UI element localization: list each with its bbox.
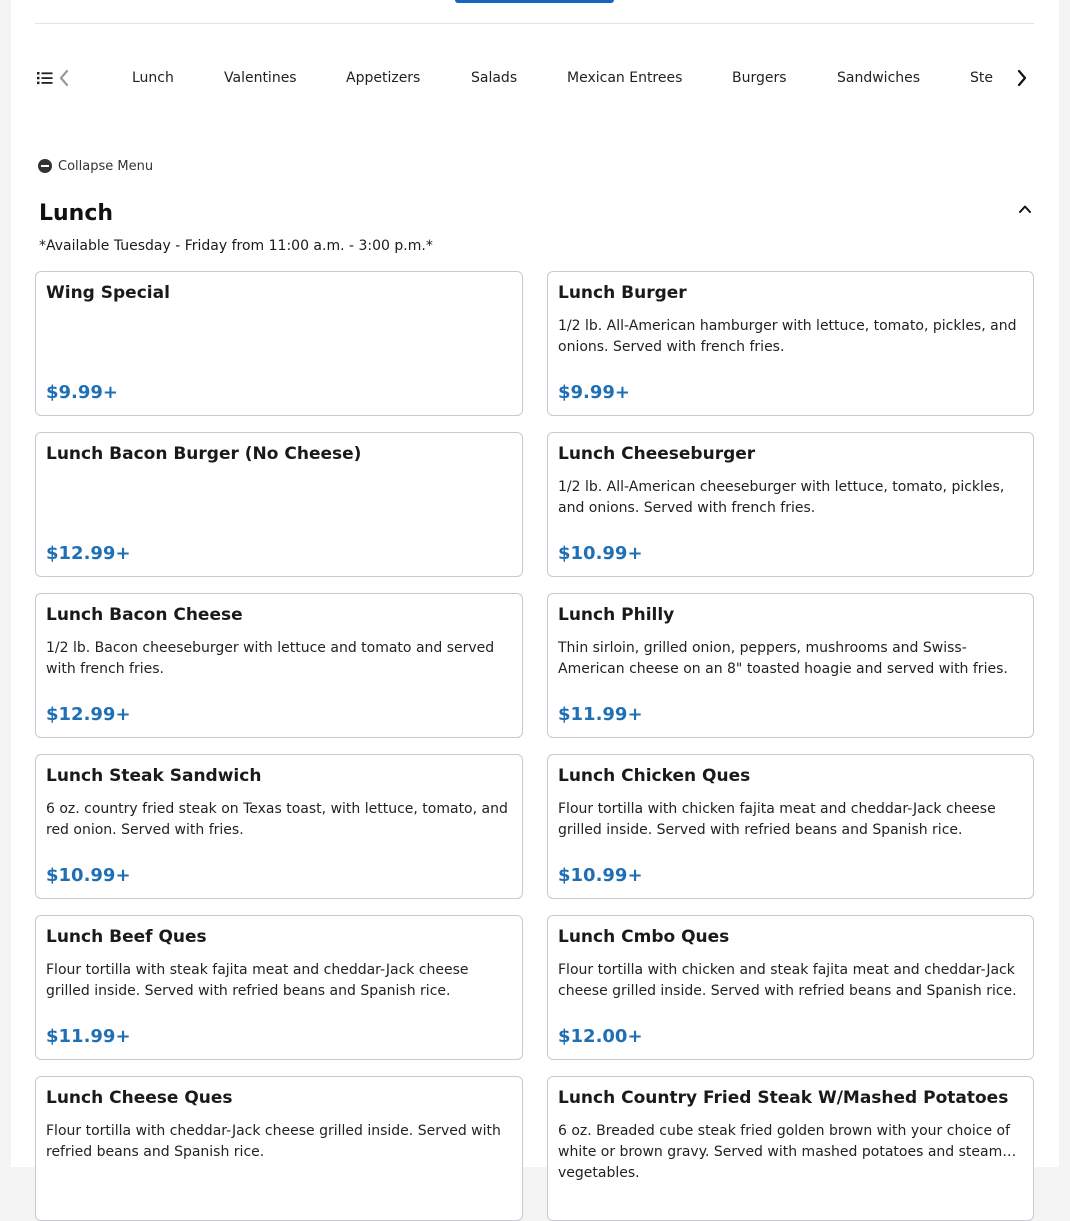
category-track: [95, 58, 1005, 98]
collapse-menu-button[interactable]: [38, 157, 153, 175]
item-name: Lunch Bacon Cheese: [46, 605, 243, 625]
item-description: Flour tortilla with chicken fajita meat and cheddar-Jack cheese grilled inside. Served with refried beans and Spanish rice.: [558, 801, 996, 838]
menu-item-card[interactable]: [547, 432, 1034, 577]
item-name: Lunch Bacon Burger (No Cheese): [46, 444, 362, 464]
minus-circle-icon: [38, 159, 52, 173]
chevron-right-icon[interactable]: [1015, 68, 1029, 88]
chevron-up-icon[interactable]: [1017, 201, 1033, 217]
item-description: Thin sirloin, grilled onion, peppers, mushrooms and Swiss-American cheese on an 8" toasted hoagie and served with fries.: [558, 640, 1008, 677]
item-description: Flour tortilla with cheddar-Jack cheese grilled inside. Served with refried beans and Spanish rice.: [46, 1123, 501, 1160]
category-tab[interactable]: Valentines: [224, 70, 297, 86]
menu-item-card[interactable]: [35, 1076, 523, 1221]
item-description: 1/2 lb. All-American cheeseburger with lettuce, tomato, pickles, and onions. Served with french fries.: [558, 479, 1005, 516]
item-description: 6 oz. Breaded cube steak fried golden brown with your choice of white or brown gravy. Served with mashed potatoes and steamed vegetables.: [558, 1123, 1020, 1181]
item-name: Lunch Beef Ques: [46, 927, 207, 947]
item-name: Lunch Burger: [558, 283, 687, 303]
chevron-left-icon[interactable]: [57, 68, 71, 88]
item-description: 1/2 lb. Bacon cheeseburger with lettuce and tomato and served with french fries.: [46, 640, 495, 677]
menu-item-card[interactable]: [35, 432, 523, 577]
category-tab[interactable]: Lunch: [132, 70, 174, 86]
item-name: Lunch Philly: [558, 605, 675, 625]
menu-item-card[interactable]: [547, 915, 1034, 1060]
item-price: $10.99+: [558, 543, 643, 564]
category-tab[interactable]: Mexican Entrees: [567, 70, 683, 86]
menu-page: [11, 0, 1059, 1181]
item-name: Lunch Country Fried Steak W/Mashed Potatoes: [558, 1088, 1009, 1108]
item-description: 6 oz. country fried steak on Texas toast, with lettuce, tomato, and red onion. Served with fries.: [46, 801, 508, 838]
top-action-button[interactable]: [455, 0, 614, 3]
item-price: $9.99+: [558, 382, 631, 403]
item-price: $10.99+: [558, 865, 643, 886]
collapse-menu-label: Collapse Menu: [58, 158, 154, 174]
item-price: $11.99+: [46, 1026, 131, 1047]
item-name: Lunch Chicken Ques: [558, 766, 751, 786]
category-tab[interactable]: Appetizers: [346, 70, 421, 86]
item-description: Flour tortilla with steak fajita meat and cheddar-Jack cheese grilled inside. Served with refried beans and Spanish rice.: [46, 962, 469, 999]
item-price: $9.99+: [46, 382, 119, 403]
menu-item-card[interactable]: [547, 593, 1034, 738]
category-tab[interactable]: Ste: [970, 70, 993, 86]
item-price: $10.99+: [46, 865, 131, 886]
item-price: $12.99+: [46, 704, 131, 725]
menu-item-card[interactable]: [547, 271, 1034, 416]
category-tab[interactable]: Sandwiches: [837, 70, 921, 86]
menu-item-card[interactable]: [35, 593, 523, 738]
item-price: $12.99+: [46, 543, 131, 564]
menu-item-grid: [35, 271, 1034, 1221]
item-name: Wing Special: [46, 283, 170, 303]
category-tab[interactable]: Salads: [471, 70, 518, 86]
menu-item-card[interactable]: [547, 1076, 1034, 1221]
menu-item-card[interactable]: [35, 915, 523, 1060]
item-name: Lunch Cheese Ques: [46, 1088, 233, 1108]
item-name: Lunch Steak Sandwich: [46, 766, 262, 786]
item-name: Lunch Cheeseburger: [558, 444, 756, 464]
menu-item-card[interactable]: [35, 754, 523, 899]
category-nav: [35, 58, 1034, 98]
item-name: Lunch Cmbo Ques: [558, 927, 730, 947]
list-icon[interactable]: [37, 70, 53, 86]
top-bar: [35, 0, 1034, 24]
item-description: Flour tortilla with chicken and steak fajita meat and cheddar-Jack cheese grilled inside. Served with refried beans and Spanish rice.: [558, 962, 1017, 999]
section-title: Lunch: [39, 201, 114, 226]
item-description: 1/2 lb. All-American hamburger with lettuce, tomato, pickles, and onions. Served with french fries.: [558, 318, 1017, 355]
item-price: $11.99+: [558, 704, 643, 725]
menu-item-card[interactable]: [35, 271, 523, 416]
item-price: $12.00+: [558, 1026, 643, 1047]
section-availability-note: *Available Tuesday - Friday from 11:00 a.m. - 3:00 p.m.*: [39, 238, 433, 254]
category-tab[interactable]: Burgers: [732, 70, 787, 86]
menu-item-card[interactable]: [547, 754, 1034, 899]
